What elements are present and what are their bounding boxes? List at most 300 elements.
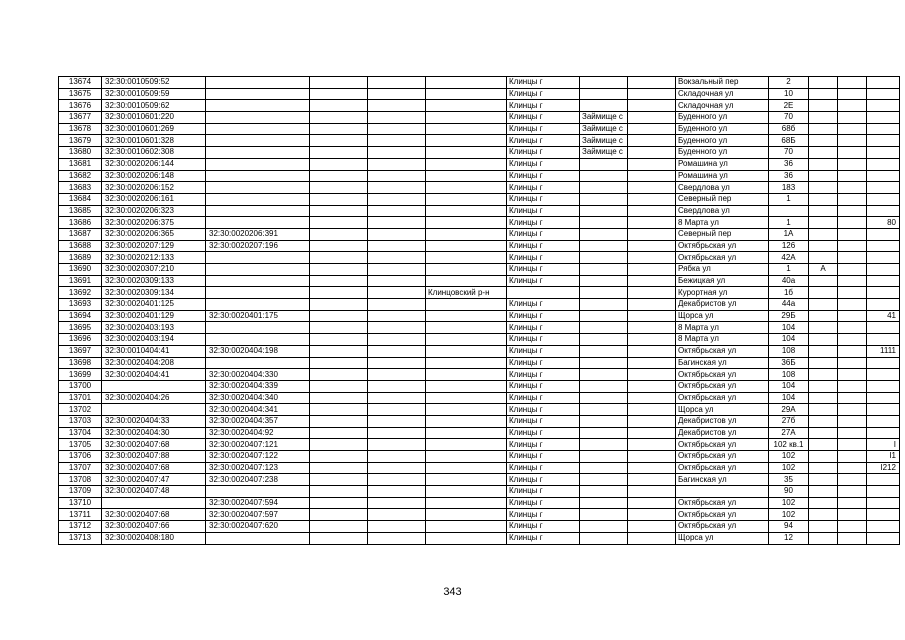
building-letter-cell [809, 310, 838, 322]
linked-cadastral-number-cell [206, 158, 310, 170]
building-letter-cell [809, 77, 838, 89]
empty-cell-d [838, 310, 867, 322]
empty-cell-d [838, 415, 867, 427]
house-number-cell: 44а [769, 299, 809, 311]
settlement-cell [580, 193, 628, 205]
empty-cell-c [628, 521, 676, 533]
linked-cadastral-number-cell: 32:30:0020404:341 [206, 404, 310, 416]
settlement-cell [580, 264, 628, 276]
settlement-cell [580, 287, 628, 299]
empty-cell-b [368, 451, 426, 463]
empty-cell-c [628, 77, 676, 89]
empty-cell-a [310, 439, 368, 451]
empty-cell-d [838, 451, 867, 463]
empty-cell-d [838, 182, 867, 194]
empty-cell-d [838, 252, 867, 264]
linked-cadastral-number-cell: 32:30:0020401:175 [206, 310, 310, 322]
empty-cell-c [628, 509, 676, 521]
empty-cell-b [368, 88, 426, 100]
settlement-cell [580, 205, 628, 217]
city-cell: Клинцы г [507, 451, 580, 463]
empty-cell-d [838, 439, 867, 451]
house-number-cell: 12 [769, 532, 809, 544]
empty-cell-d [838, 77, 867, 89]
record-number-cell: 13704 [59, 427, 102, 439]
empty-cell-d [838, 369, 867, 381]
record-number-cell: 13700 [59, 380, 102, 392]
apartment-cell [867, 486, 900, 498]
empty-cell-c [628, 158, 676, 170]
city-cell: Клинцы г [507, 509, 580, 521]
record-number-cell: 13679 [59, 135, 102, 147]
empty-cell-b [368, 322, 426, 334]
building-letter-cell [809, 497, 838, 509]
street-cell: Свердлова ул [676, 182, 769, 194]
empty-cell-c [628, 532, 676, 544]
district-cell [426, 392, 507, 404]
empty-cell-b [368, 182, 426, 194]
empty-cell-c [628, 217, 676, 229]
table-row [59, 451, 900, 463]
city-cell: Клинцы г [507, 474, 580, 486]
house-number-cell: 183 [769, 182, 809, 194]
table-row [59, 147, 900, 159]
building-letter-cell [809, 532, 838, 544]
house-number-cell: 29А [769, 404, 809, 416]
house-number-cell: 1А [769, 228, 809, 240]
record-number-cell: 13683 [59, 182, 102, 194]
house-number-cell: 1 [769, 217, 809, 229]
empty-cell-c [628, 287, 676, 299]
district-cell [426, 77, 507, 89]
settlement-cell [580, 369, 628, 381]
apartment-cell [867, 228, 900, 240]
city-cell [507, 287, 580, 299]
empty-cell-d [838, 100, 867, 112]
record-number-cell: 13692 [59, 287, 102, 299]
empty-cell-c [628, 299, 676, 311]
city-cell: Клинцы г [507, 334, 580, 346]
record-number-cell: 13703 [59, 415, 102, 427]
house-number-cell [769, 205, 809, 217]
empty-cell-d [838, 275, 867, 287]
cadastral-number-cell: 32:30:0020206:152 [102, 182, 206, 194]
city-cell: Клинцы г [507, 170, 580, 182]
apartment-cell [867, 88, 900, 100]
empty-cell-d [838, 532, 867, 544]
empty-cell-a [310, 88, 368, 100]
house-number-cell: 1 [769, 264, 809, 276]
empty-cell-a [310, 228, 368, 240]
empty-cell-a [310, 404, 368, 416]
building-letter-cell [809, 123, 838, 135]
empty-cell-b [368, 345, 426, 357]
empty-cell-b [368, 158, 426, 170]
settlement-cell [580, 88, 628, 100]
empty-cell-c [628, 147, 676, 159]
street-cell: Складочная ул [676, 88, 769, 100]
house-number-cell: 42А [769, 252, 809, 264]
district-cell [426, 369, 507, 381]
record-number-cell: 13684 [59, 193, 102, 205]
table-row [59, 205, 900, 217]
table-row [59, 287, 900, 299]
district-cell [426, 112, 507, 124]
house-number-cell: 2 [769, 77, 809, 89]
empty-cell-a [310, 334, 368, 346]
street-cell: Курортная ул [676, 287, 769, 299]
building-letter-cell [809, 158, 838, 170]
linked-cadastral-number-cell [206, 112, 310, 124]
cadastral-number-cell: 32:30:0020206:365 [102, 228, 206, 240]
district-cell [426, 451, 507, 463]
empty-cell-b [368, 287, 426, 299]
settlement-cell [580, 497, 628, 509]
settlement-cell [580, 427, 628, 439]
empty-cell-a [310, 100, 368, 112]
empty-cell-b [368, 334, 426, 346]
empty-cell-d [838, 474, 867, 486]
street-cell: Буденного ул [676, 147, 769, 159]
empty-cell-d [838, 427, 867, 439]
table-row [59, 462, 900, 474]
building-letter-cell [809, 474, 838, 486]
settlement-cell [580, 532, 628, 544]
cadastral-number-cell: 32:30:0010509:62 [102, 100, 206, 112]
linked-cadastral-number-cell: 32:30:0020407:122 [206, 451, 310, 463]
empty-cell-c [628, 228, 676, 240]
empty-cell-b [368, 77, 426, 89]
linked-cadastral-number-cell: 32:30:0020407:121 [206, 439, 310, 451]
district-cell [426, 334, 507, 346]
empty-cell-b [368, 228, 426, 240]
apartment-cell: I1 [867, 451, 900, 463]
district-cell [426, 170, 507, 182]
table-row [59, 345, 900, 357]
district-cell [426, 310, 507, 322]
registry-body [59, 77, 900, 545]
record-number-cell: 13689 [59, 252, 102, 264]
empty-cell-c [628, 392, 676, 404]
settlement-cell [580, 462, 628, 474]
apartment-cell [867, 170, 900, 182]
city-cell: Клинцы г [507, 357, 580, 369]
empty-cell-b [368, 357, 426, 369]
building-letter-cell [809, 334, 838, 346]
empty-cell-a [310, 521, 368, 533]
city-cell: Клинцы г [507, 299, 580, 311]
empty-cell-c [628, 427, 676, 439]
table-row [59, 415, 900, 427]
apartment-cell [867, 299, 900, 311]
empty-cell-b [368, 439, 426, 451]
empty-cell-a [310, 380, 368, 392]
building-letter-cell: А [809, 264, 838, 276]
record-number-cell: 13697 [59, 345, 102, 357]
empty-cell-b [368, 415, 426, 427]
cadastral-number-cell: 32:30:0010601:269 [102, 123, 206, 135]
city-cell: Клинцы г [507, 392, 580, 404]
table-row [59, 392, 900, 404]
empty-cell-c [628, 112, 676, 124]
district-cell [426, 345, 507, 357]
linked-cadastral-number-cell: 32:30:0020206:391 [206, 228, 310, 240]
city-cell: Клинцы г [507, 182, 580, 194]
empty-cell-c [628, 264, 676, 276]
cadastral-number-cell: 32:30:0020212:133 [102, 252, 206, 264]
house-number-cell: 68б [769, 123, 809, 135]
table-row [59, 217, 900, 229]
settlement-cell [580, 170, 628, 182]
table-row [59, 439, 900, 451]
house-number-cell: 102 кв.1 [769, 439, 809, 451]
empty-cell-a [310, 158, 368, 170]
settlement-cell [580, 299, 628, 311]
record-number-cell: 13674 [59, 77, 102, 89]
apartment-cell [867, 521, 900, 533]
record-number-cell: 13695 [59, 322, 102, 334]
settlement-cell [580, 217, 628, 229]
apartment-cell [867, 322, 900, 334]
empty-cell-a [310, 217, 368, 229]
cadastral-number-cell: 32:30:0020206:148 [102, 170, 206, 182]
linked-cadastral-number-cell: 32:30:0020404:198 [206, 345, 310, 357]
street-cell: Буденного ул [676, 135, 769, 147]
house-number-cell: 104 [769, 380, 809, 392]
house-number-cell: 36 [769, 170, 809, 182]
street-cell: Октябрьская ул [676, 392, 769, 404]
building-letter-cell [809, 182, 838, 194]
building-letter-cell [809, 228, 838, 240]
empty-cell-a [310, 193, 368, 205]
linked-cadastral-number-cell: 32:30:0020404:357 [206, 415, 310, 427]
settlement-cell [580, 100, 628, 112]
empty-cell-a [310, 345, 368, 357]
table-row [59, 299, 900, 311]
city-cell: Клинцы г [507, 77, 580, 89]
street-cell: Свердлова ул [676, 205, 769, 217]
empty-cell-c [628, 380, 676, 392]
cadastral-number-cell: 32:30:0020407:68 [102, 439, 206, 451]
street-cell: Октябрьская ул [676, 369, 769, 381]
empty-cell-b [368, 462, 426, 474]
record-number-cell: 13707 [59, 462, 102, 474]
record-number-cell: 13693 [59, 299, 102, 311]
city-cell: Клинцы г [507, 193, 580, 205]
empty-cell-b [368, 474, 426, 486]
settlement-cell [580, 240, 628, 252]
cadastral-number-cell: 32:30:0020307:210 [102, 264, 206, 276]
record-number-cell: 13699 [59, 369, 102, 381]
table-row [59, 158, 900, 170]
empty-cell-b [368, 100, 426, 112]
apartment-cell [867, 158, 900, 170]
empty-cell-c [628, 474, 676, 486]
street-cell: Октябрьская ул [676, 509, 769, 521]
street-cell: Декабристов ул [676, 299, 769, 311]
table-row [59, 322, 900, 334]
linked-cadastral-number-cell [206, 217, 310, 229]
apartment-cell [867, 264, 900, 276]
house-number-cell: 104 [769, 392, 809, 404]
cadastral-number-cell: 32:30:0020403:194 [102, 334, 206, 346]
cadastral-number-cell: 32:30:0020403:193 [102, 322, 206, 334]
empty-cell-a [310, 427, 368, 439]
table-row [59, 404, 900, 416]
empty-cell-d [838, 240, 867, 252]
empty-cell-d [838, 228, 867, 240]
house-number-cell: 29Б [769, 310, 809, 322]
house-number-cell: 102 [769, 497, 809, 509]
empty-cell-b [368, 299, 426, 311]
linked-cadastral-number-cell: 32:30:0020407:597 [206, 509, 310, 521]
apartment-cell [867, 182, 900, 194]
house-number-cell: 2Е [769, 100, 809, 112]
record-number-cell: 13688 [59, 240, 102, 252]
street-cell: 8 Марта ул [676, 217, 769, 229]
settlement-cell [580, 357, 628, 369]
empty-cell-d [838, 88, 867, 100]
settlement-cell: Займище с [580, 112, 628, 124]
apartment-cell [867, 287, 900, 299]
empty-cell-b [368, 264, 426, 276]
building-letter-cell [809, 193, 838, 205]
city-cell: Клинцы г [507, 532, 580, 544]
apartment-cell [867, 275, 900, 287]
empty-cell-c [628, 497, 676, 509]
settlement-cell [580, 158, 628, 170]
record-number-cell: 13675 [59, 88, 102, 100]
table-row [59, 88, 900, 100]
record-number-cell: 13677 [59, 112, 102, 124]
table-row [59, 521, 900, 533]
city-cell: Клинцы г [507, 112, 580, 124]
building-letter-cell [809, 252, 838, 264]
linked-cadastral-number-cell: 32:30:0020404:339 [206, 380, 310, 392]
empty-cell-d [838, 193, 867, 205]
empty-cell-c [628, 100, 676, 112]
building-letter-cell [809, 299, 838, 311]
empty-cell-a [310, 474, 368, 486]
cadastral-number-cell: 32:30:0020206:323 [102, 205, 206, 217]
table-row [59, 135, 900, 147]
record-number-cell: 13682 [59, 170, 102, 182]
empty-cell-c [628, 123, 676, 135]
empty-cell-a [310, 451, 368, 463]
street-cell: 8 Марта ул [676, 334, 769, 346]
apartment-cell: 41 [867, 310, 900, 322]
empty-cell-a [310, 462, 368, 474]
city-cell: Клинцы г [507, 252, 580, 264]
city-cell: Клинцы г [507, 415, 580, 427]
city-cell: Клинцы г [507, 521, 580, 533]
city-cell: Клинцы г [507, 462, 580, 474]
cadastral-number-cell: 32:30:0020404:41 [102, 369, 206, 381]
empty-cell-c [628, 240, 676, 252]
empty-cell-c [628, 170, 676, 182]
street-cell: Октябрьская ул [676, 521, 769, 533]
apartment-cell [867, 123, 900, 135]
cadastral-number-cell: 32:30:0020404:208 [102, 357, 206, 369]
settlement-cell [580, 392, 628, 404]
cadastral-number-cell: 32:30:0020404:30 [102, 427, 206, 439]
city-cell: Клинцы г [507, 135, 580, 147]
city-cell: Клинцы г [507, 486, 580, 498]
empty-cell-a [310, 112, 368, 124]
street-cell: Вокзальный пер [676, 77, 769, 89]
street-cell: Северный пер [676, 193, 769, 205]
empty-cell-b [368, 135, 426, 147]
cadastral-number-cell: 32:30:0010509:59 [102, 88, 206, 100]
apartment-cell: 80 [867, 217, 900, 229]
linked-cadastral-number-cell [206, 147, 310, 159]
house-number-cell: 70 [769, 112, 809, 124]
building-letter-cell [809, 451, 838, 463]
cadastral-number-cell: 32:30:0020309:133 [102, 275, 206, 287]
district-cell [426, 252, 507, 264]
district-cell [426, 299, 507, 311]
record-number-cell: 13698 [59, 357, 102, 369]
street-cell: Октябрьская ул [676, 451, 769, 463]
empty-cell-a [310, 240, 368, 252]
linked-cadastral-number-cell: 32:30:0020407:594 [206, 497, 310, 509]
empty-cell-d [838, 299, 867, 311]
building-letter-cell [809, 427, 838, 439]
linked-cadastral-number-cell [206, 182, 310, 194]
district-cell [426, 380, 507, 392]
apartment-cell: I212 [867, 462, 900, 474]
apartment-cell [867, 252, 900, 264]
street-cell [676, 486, 769, 498]
street-cell: Багинская ул [676, 357, 769, 369]
city-cell: Клинцы г [507, 88, 580, 100]
city-cell: Клинцы г [507, 369, 580, 381]
empty-cell-d [838, 404, 867, 416]
linked-cadastral-number-cell: 32:30:0020404:330 [206, 369, 310, 381]
building-letter-cell [809, 509, 838, 521]
empty-cell-a [310, 170, 368, 182]
record-number-cell: 13706 [59, 451, 102, 463]
settlement-cell [580, 439, 628, 451]
table-row [59, 532, 900, 544]
linked-cadastral-number-cell [206, 299, 310, 311]
table-row [59, 486, 900, 498]
empty-cell-d [838, 322, 867, 334]
empty-cell-b [368, 205, 426, 217]
table-row [59, 509, 900, 521]
table-row [59, 182, 900, 194]
empty-cell-a [310, 322, 368, 334]
district-cell [426, 264, 507, 276]
table-row [59, 310, 900, 322]
building-letter-cell [809, 240, 838, 252]
city-cell: Клинцы г [507, 310, 580, 322]
settlement-cell [580, 182, 628, 194]
building-letter-cell [809, 439, 838, 451]
street-cell: Октябрьская ул [676, 462, 769, 474]
apartment-cell [867, 193, 900, 205]
record-number-cell: 13709 [59, 486, 102, 498]
empty-cell-a [310, 310, 368, 322]
empty-cell-c [628, 369, 676, 381]
district-cell [426, 509, 507, 521]
empty-cell-d [838, 345, 867, 357]
district-cell [426, 497, 507, 509]
district-cell [426, 88, 507, 100]
building-letter-cell [809, 392, 838, 404]
city-cell: Клинцы г [507, 380, 580, 392]
empty-cell-a [310, 287, 368, 299]
